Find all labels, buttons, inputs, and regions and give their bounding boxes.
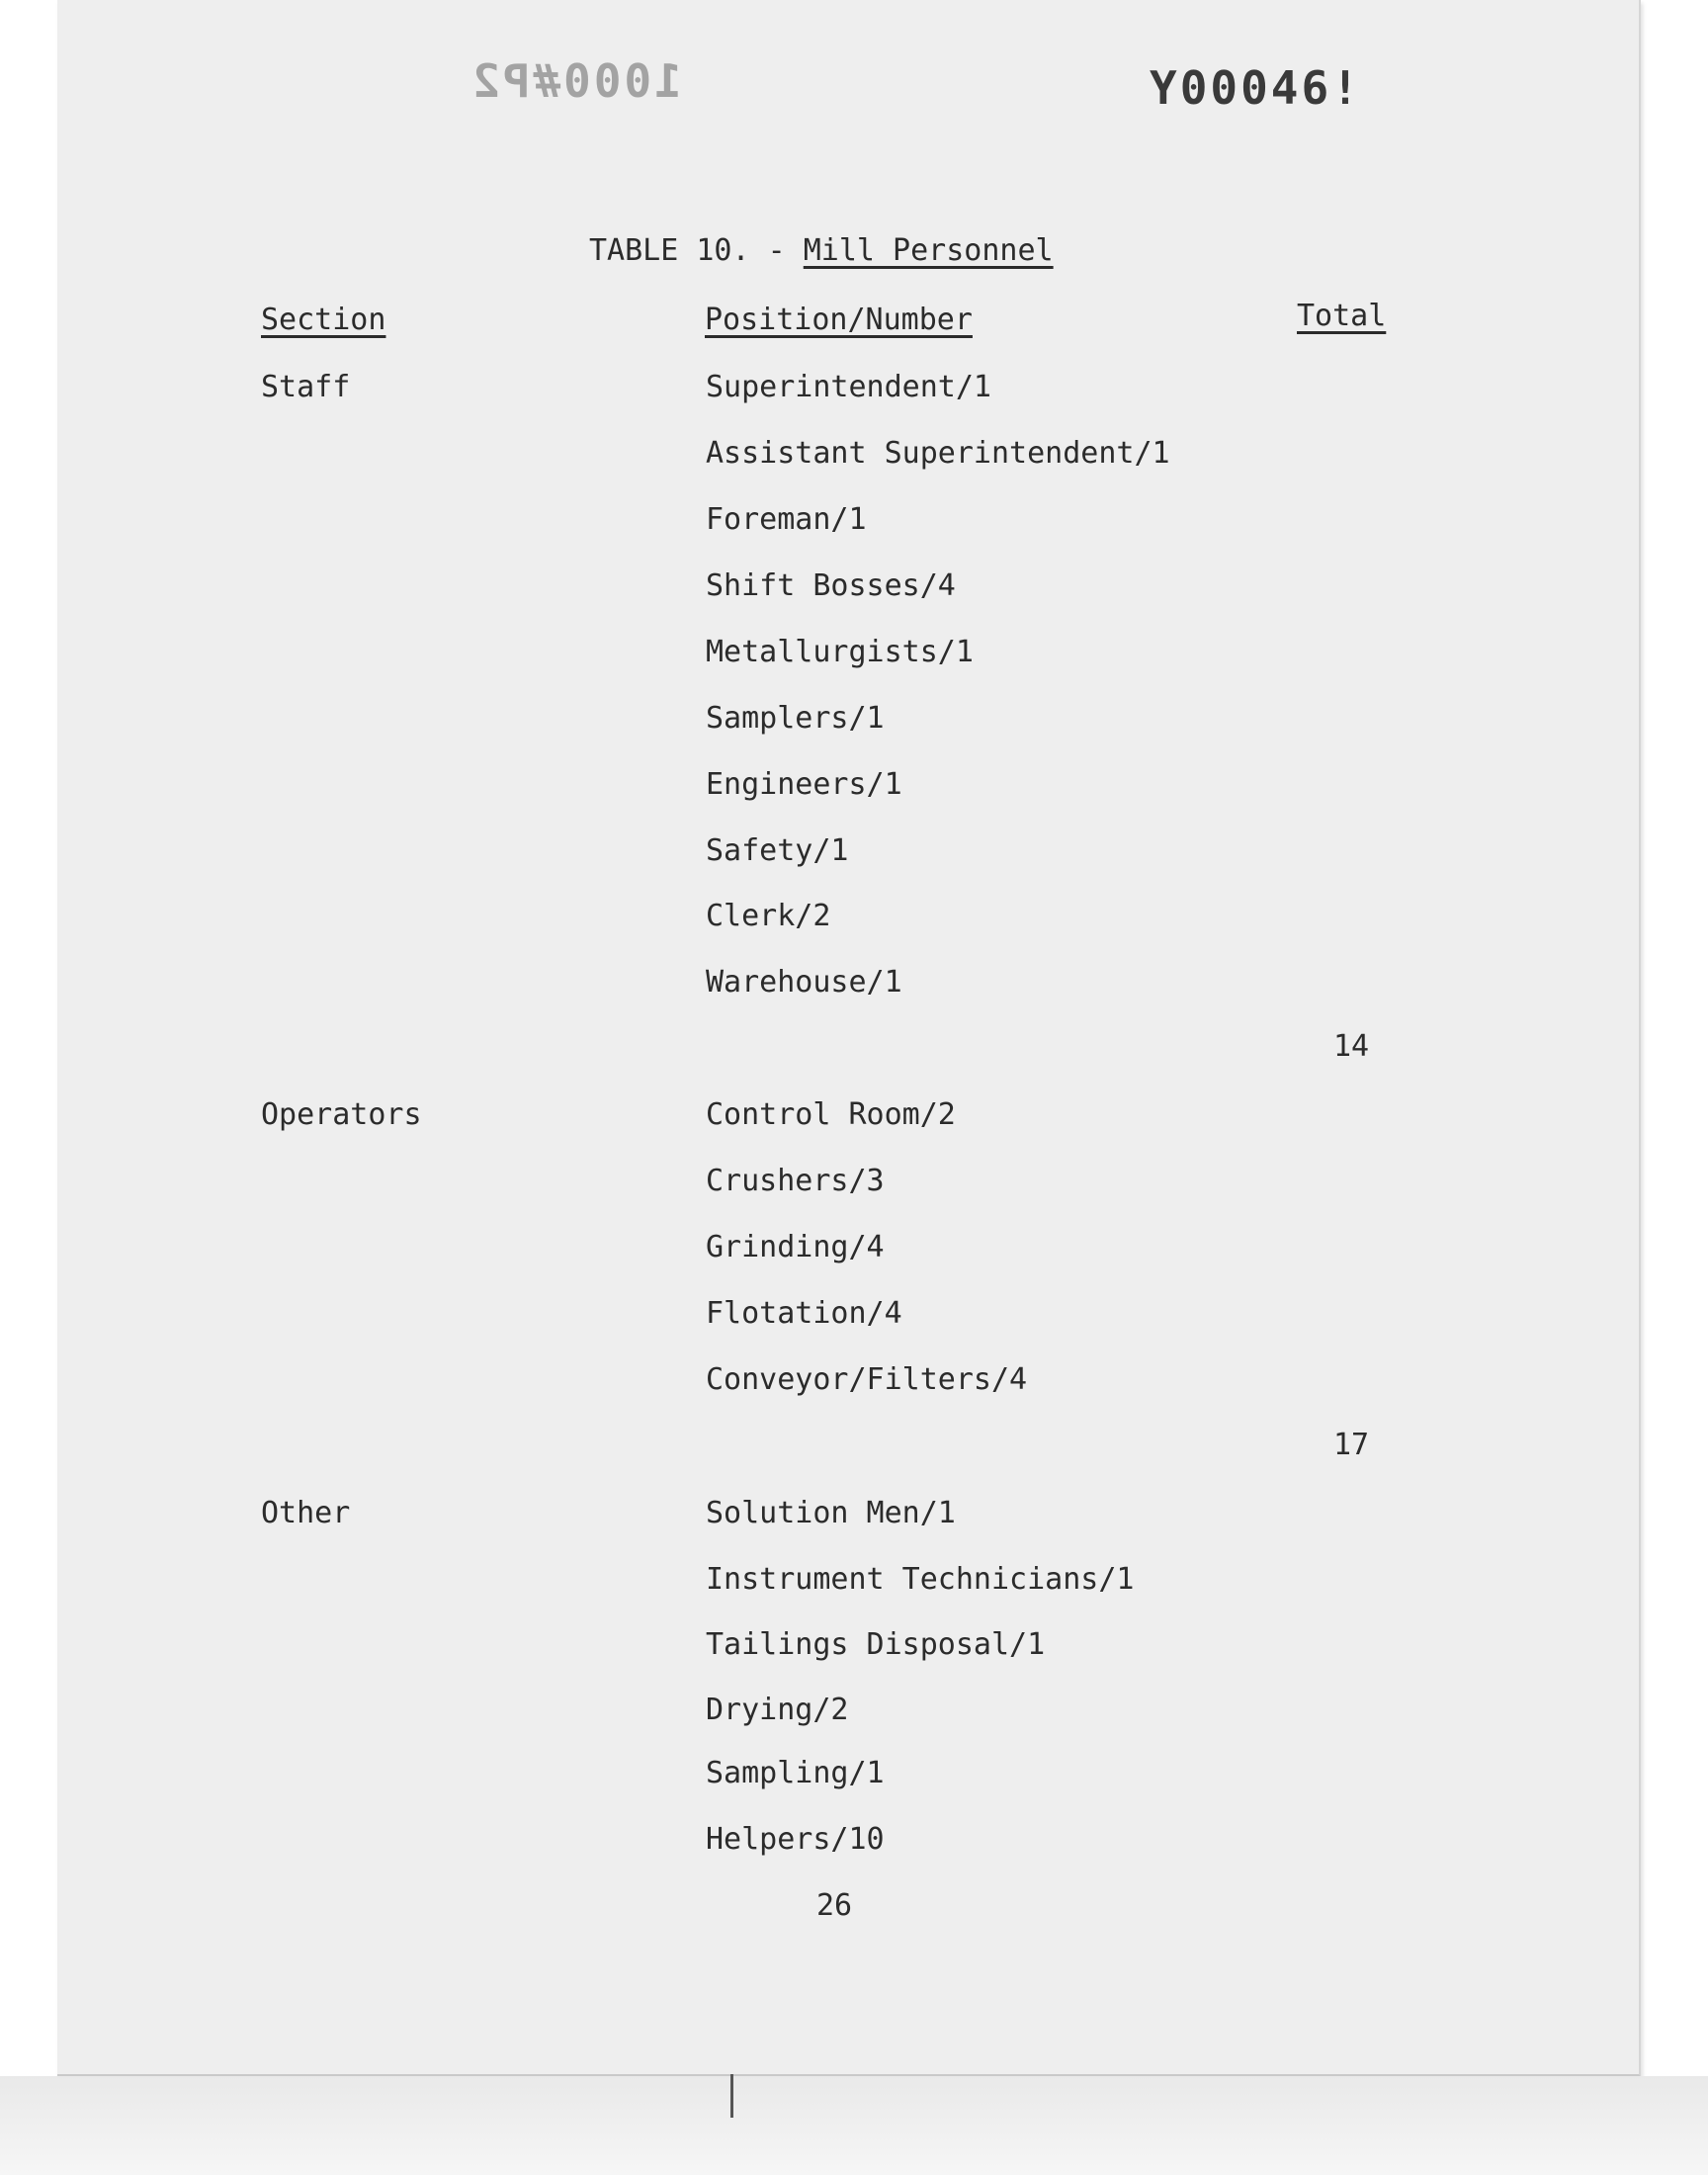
table-title-name: Mill Personnel	[803, 233, 1054, 268]
list-item: Tailings Disposal/1	[706, 1627, 1046, 1662]
scanner-divider-line	[730, 2074, 733, 2118]
section-total-staff: 14	[1333, 1029, 1370, 1064]
list-item: Solution Men/1	[706, 1496, 956, 1530]
list-item: Control Room/2	[706, 1097, 956, 1132]
list-item: Grinding/4	[706, 1230, 885, 1264]
scanner-bottom-strip	[0, 2076, 1708, 2175]
list-item: Shift Bosses/4	[706, 568, 956, 603]
page-number: 26	[816, 1888, 853, 1923]
section-total-operators: 17	[1333, 1428, 1370, 1462]
list-item: Warehouse/1	[706, 965, 902, 1000]
list-item: Assistant Superintendent/1	[706, 436, 1170, 471]
mirrored-document-stamp: 1000#P2	[470, 54, 682, 108]
document-stamp-number: Y00046!	[1150, 61, 1362, 115]
list-item: Sampling/1	[706, 1756, 885, 1790]
table-title	[589, 233, 1054, 268]
column-header-section: Section	[261, 303, 386, 337]
section-label-staff: Staff	[261, 370, 351, 404]
list-item: Metallurgists/1	[706, 635, 974, 669]
list-item: Flotation/4	[706, 1296, 902, 1331]
column-header-position: Position/Number	[705, 303, 973, 337]
section-label-operators: Operators	[261, 1097, 422, 1132]
list-item: Superintendent/1	[706, 370, 991, 404]
list-item: Instrument Technicians/1	[706, 1562, 1135, 1597]
table-title-prefix: TABLE 10. -	[589, 233, 804, 268]
list-item: Samplers/1	[706, 701, 885, 736]
list-item: Drying/2	[706, 1693, 849, 1727]
list-item: Helpers/10	[706, 1822, 885, 1857]
list-item: Foreman/1	[706, 502, 867, 537]
list-item: Safety/1	[706, 833, 849, 868]
column-header-total: Total	[1297, 299, 1387, 333]
list-item: Crushers/3	[706, 1164, 885, 1198]
list-item: Conveyor/Filters/4	[706, 1362, 1028, 1397]
section-label-other: Other	[261, 1496, 351, 1530]
list-item: Engineers/1	[706, 767, 902, 802]
list-item: Clerk/2	[706, 899, 831, 933]
